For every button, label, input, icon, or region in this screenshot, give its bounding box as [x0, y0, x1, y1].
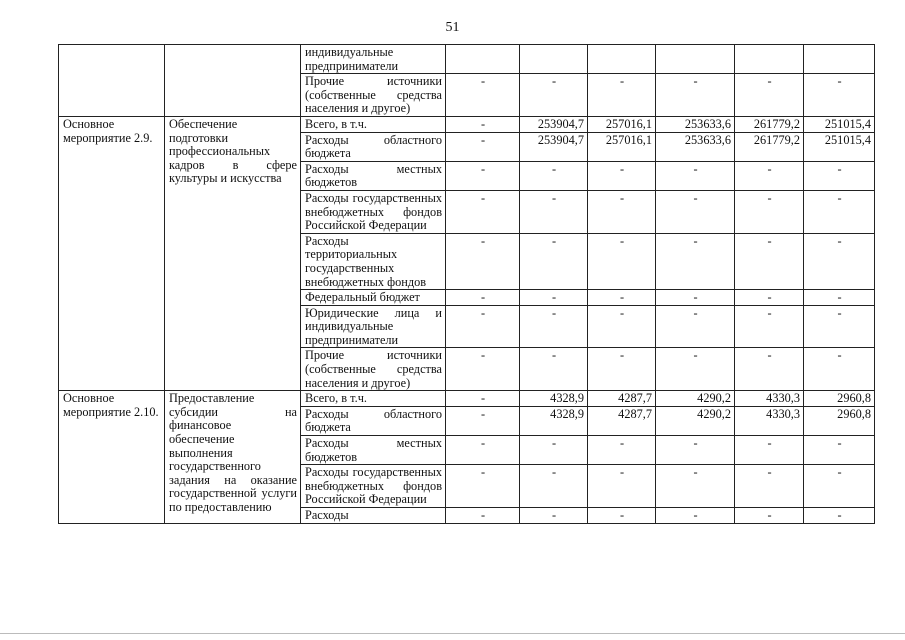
value-cell: -: [588, 290, 656, 306]
value-cell: -: [446, 233, 520, 289]
source-cell: индивидуальные предприниматели: [301, 45, 446, 74]
page-number: 51: [445, 20, 460, 35]
value-cell: 2960,8: [804, 391, 875, 407]
value-cell: -: [735, 74, 804, 117]
value-cell: -: [588, 436, 656, 465]
value-cell: -: [804, 465, 875, 508]
value-cell: -: [520, 290, 588, 306]
value-cell: -: [520, 190, 588, 233]
source-cell: Расходы: [301, 508, 446, 524]
value-cell: -: [804, 233, 875, 289]
value-cell: -: [735, 190, 804, 233]
value-cell: -: [804, 508, 875, 524]
value-cell: -: [520, 348, 588, 391]
value-cell: -: [735, 233, 804, 289]
value-cell: -: [446, 406, 520, 435]
value-cell: -: [735, 161, 804, 190]
value-cell: -: [446, 348, 520, 391]
value-cell: 4330,3: [735, 406, 804, 435]
budget-table: [58, 44, 875, 524]
value-cell: [656, 45, 735, 74]
value-cell: -: [446, 190, 520, 233]
value-cell: [588, 45, 656, 74]
source-cell: Расходы территориальных государственных внебюджетных фондов: [301, 233, 446, 289]
value-cell: 251015,4: [804, 116, 875, 132]
value-cell: 253633,6: [656, 132, 735, 161]
source-cell: Расходы местных бюджетов: [301, 436, 446, 465]
value-cell: -: [656, 508, 735, 524]
source-cell: Всего, в т.ч.: [301, 391, 446, 407]
value-cell: -: [656, 436, 735, 465]
value-cell: -: [520, 436, 588, 465]
value-cell: 4290,2: [656, 391, 735, 407]
value-cell: 2960,8: [804, 406, 875, 435]
value-cell: -: [446, 132, 520, 161]
activity-cell: Основное мероприятие 2.9.: [59, 116, 165, 390]
value-cell: -: [588, 74, 656, 117]
source-cell: Расходы государственных внебюджетных фондов Российской Федерации: [301, 465, 446, 508]
description-cell: [165, 45, 301, 117]
value-cell: [804, 45, 875, 74]
value-cell: -: [446, 436, 520, 465]
value-cell: -: [656, 465, 735, 508]
value-cell: -: [520, 465, 588, 508]
value-cell: -: [735, 348, 804, 391]
source-cell: Прочие источники (собственные средства населения и другое): [301, 348, 446, 391]
value-cell: -: [735, 436, 804, 465]
table-row: [59, 45, 875, 74]
source-cell: Расходы государственных внебюджетных фондов Российской Федерации: [301, 190, 446, 233]
value-cell: 4330,3: [735, 391, 804, 407]
activity-cell: [59, 45, 165, 117]
value-cell: [446, 45, 520, 74]
value-cell: 4287,7: [588, 391, 656, 407]
value-cell: -: [588, 233, 656, 289]
table-row: [59, 116, 875, 132]
value-cell: -: [588, 508, 656, 524]
value-cell: -: [804, 305, 875, 348]
value-cell: -: [656, 348, 735, 391]
value-cell: -: [520, 508, 588, 524]
description-cell: Обеспечение подготовки профессиональных кадров в сфере культуры и искусства: [165, 116, 301, 390]
value-cell: -: [588, 465, 656, 508]
value-cell: 4290,2: [656, 406, 735, 435]
value-cell: -: [804, 436, 875, 465]
value-cell: -: [446, 290, 520, 306]
value-cell: -: [804, 190, 875, 233]
value-cell: -: [735, 465, 804, 508]
value-cell: -: [656, 233, 735, 289]
value-cell: -: [588, 348, 656, 391]
value-cell: -: [804, 161, 875, 190]
value-cell: 4328,9: [520, 406, 588, 435]
value-cell: -: [804, 348, 875, 391]
value-cell: 4328,9: [520, 391, 588, 407]
value-cell: -: [520, 161, 588, 190]
value-cell: -: [804, 74, 875, 117]
value-cell: 257016,1: [588, 132, 656, 161]
value-cell: -: [656, 190, 735, 233]
source-cell: Расходы местных бюджетов: [301, 161, 446, 190]
table-row: [59, 391, 875, 407]
value-cell: -: [588, 190, 656, 233]
source-cell: Расходы областного бюджета: [301, 406, 446, 435]
value-cell: -: [804, 290, 875, 306]
value-cell: -: [588, 305, 656, 348]
source-cell: Федеральный бюджет: [301, 290, 446, 306]
value-cell: -: [588, 161, 656, 190]
value-cell: -: [656, 74, 735, 117]
value-cell: 257016,1: [588, 116, 656, 132]
value-cell: 261779,2: [735, 116, 804, 132]
value-cell: -: [520, 233, 588, 289]
value-cell: -: [656, 290, 735, 306]
value-cell: [735, 45, 804, 74]
value-cell: 253904,7: [520, 132, 588, 161]
value-cell: -: [656, 161, 735, 190]
value-cell: -: [735, 290, 804, 306]
value-cell: -: [656, 305, 735, 348]
value-cell: -: [446, 391, 520, 407]
value-cell: 253633,6: [656, 116, 735, 132]
source-cell: Юридические лица и индивидуальные предприниматели: [301, 305, 446, 348]
source-cell: Расходы областного бюджета: [301, 132, 446, 161]
value-cell: -: [446, 161, 520, 190]
value-cell: -: [446, 465, 520, 508]
value-cell: -: [446, 74, 520, 117]
value-cell: -: [520, 305, 588, 348]
value-cell: -: [735, 305, 804, 348]
value-cell: [520, 45, 588, 74]
source-cell: Всего, в т.ч.: [301, 116, 446, 132]
source-cell: Прочие источники (собственные средства населения и другое): [301, 74, 446, 117]
value-cell: 4287,7: [588, 406, 656, 435]
value-cell: -: [446, 116, 520, 132]
value-cell: 261779,2: [735, 132, 804, 161]
value-cell: -: [446, 305, 520, 348]
value-cell: 253904,7: [520, 116, 588, 132]
value-cell: -: [520, 74, 588, 117]
value-cell: -: [735, 508, 804, 524]
page-edge-divider: [0, 633, 905, 634]
value-cell: 251015,4: [804, 132, 875, 161]
value-cell: -: [446, 508, 520, 524]
activity-cell: Основное мероприятие 2.10.: [59, 391, 165, 523]
description-cell: Предоставление субсидии на финансовое обеспечение выполнения государственного задания на оказание государственной услуги по предоставлению: [165, 391, 301, 523]
